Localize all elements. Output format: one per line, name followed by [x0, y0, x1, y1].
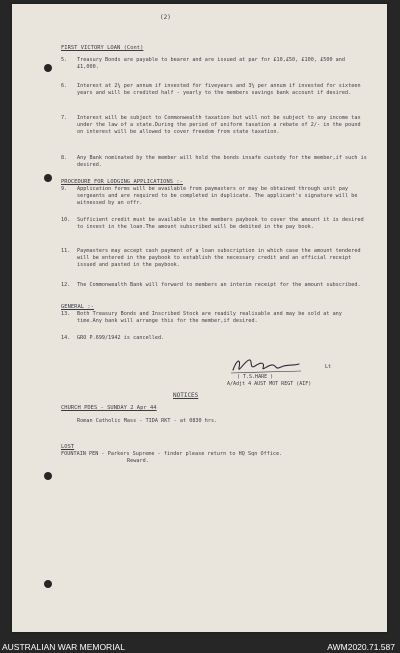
signatory-name: ( T.S.HARE ) — [237, 374, 274, 380]
paragraph-13: 13. Both Treasury Bonds and Inscribed Stock are readily realisable and may be sold at any time.Any bank will arrange this for the member,if desired. — [61, 311, 342, 325]
paragraph-10: 10. Sufficient credit must be available in the members paybook to cover the amount it is desired to invest in the loan.The amount subscribed will be debited in the pay book. — [61, 217, 364, 231]
paragraph-12: 12. The Commonwealth Bank will forward to members an interim receipt for the amount subscribed. — [61, 282, 361, 288]
paragraph-11: 11. Paymasters may accept cash payment of a loan subscription in which case the amount tendered will be entered in the paybook to establish the necessary credit and an official receipt issued and pasted in the paybook. — [61, 248, 361, 269]
signature-rank: Lt — [325, 364, 332, 370]
church-parade-line: Roman Catholic Mass - TIDA RKT - at 0830 hrs. — [77, 418, 218, 424]
punch-hole — [44, 64, 52, 72]
page-number: (2) — [160, 14, 171, 21]
paragraph-6: 6. Interest at 2¼ per annum if invested for fiveyears and 3¼ per annum if invested for sixteen years and will be credited half - yearly to the members savings bank account if desired. — [61, 83, 361, 97]
punch-hole — [44, 580, 52, 588]
paragraph-14: 14. GRO P.699/1942 is cancelled. — [61, 335, 165, 341]
footer-institution: AUSTRALIAN WAR MEMORIAL — [2, 642, 125, 652]
lost-item-line: FOUNTAIN PEN - Parkers Supreme - finder please return to HQ Sqn Office. — [61, 451, 283, 457]
lost-heading: LOST — [61, 444, 75, 450]
punch-hole — [44, 174, 52, 182]
lost-reward-line: Reward. — [127, 458, 149, 464]
handwritten-signature — [227, 356, 307, 376]
signatory-appointment: A/Adjt 4 AUST MOT REGT (AIF) — [227, 381, 312, 387]
punch-hole — [44, 472, 52, 480]
archive-footer — [0, 640, 400, 653]
heading-procedure: PROCEDURE FOR LODGING APPLICATIONS :- — [61, 179, 183, 185]
paragraph-5: 5. Treasury Bonds are payable to bearer and are issued at par for £10,£50, £100, £500 and £1,000. — [61, 57, 346, 71]
notices-heading: NOTICES — [173, 392, 199, 399]
heading-victory-loan: FIRST VICTORY LOAN (Cont) — [61, 45, 144, 51]
paragraph-7: 7. Interest will be subject to Commonwealth taxation but will not be subject to any income tax under the law of a state.During the period of uniform taxation a rebate of 2/- in the pound on interest will be allowed to cover freedom from state taxation. — [61, 115, 361, 136]
heading-general: GENERAL :- — [61, 304, 94, 310]
footer-accession-number: AWM2020.71.587 — [327, 642, 395, 652]
document-page — [12, 4, 387, 632]
paragraph-8: 8. Any Bank nominated by the member will hold the bonds insafe custody for the member,if such is desired. — [61, 155, 367, 169]
church-parades-heading: CHURCH PDES - SUNDAY 2 Apr 44 — [61, 405, 157, 411]
paragraph-9: 9. Application forms will be available from paymasters or may be obtained through unit pay sergeants and are required to be completed in duplicate. The applicant's signature will be witnessed by an offr. — [61, 186, 358, 207]
